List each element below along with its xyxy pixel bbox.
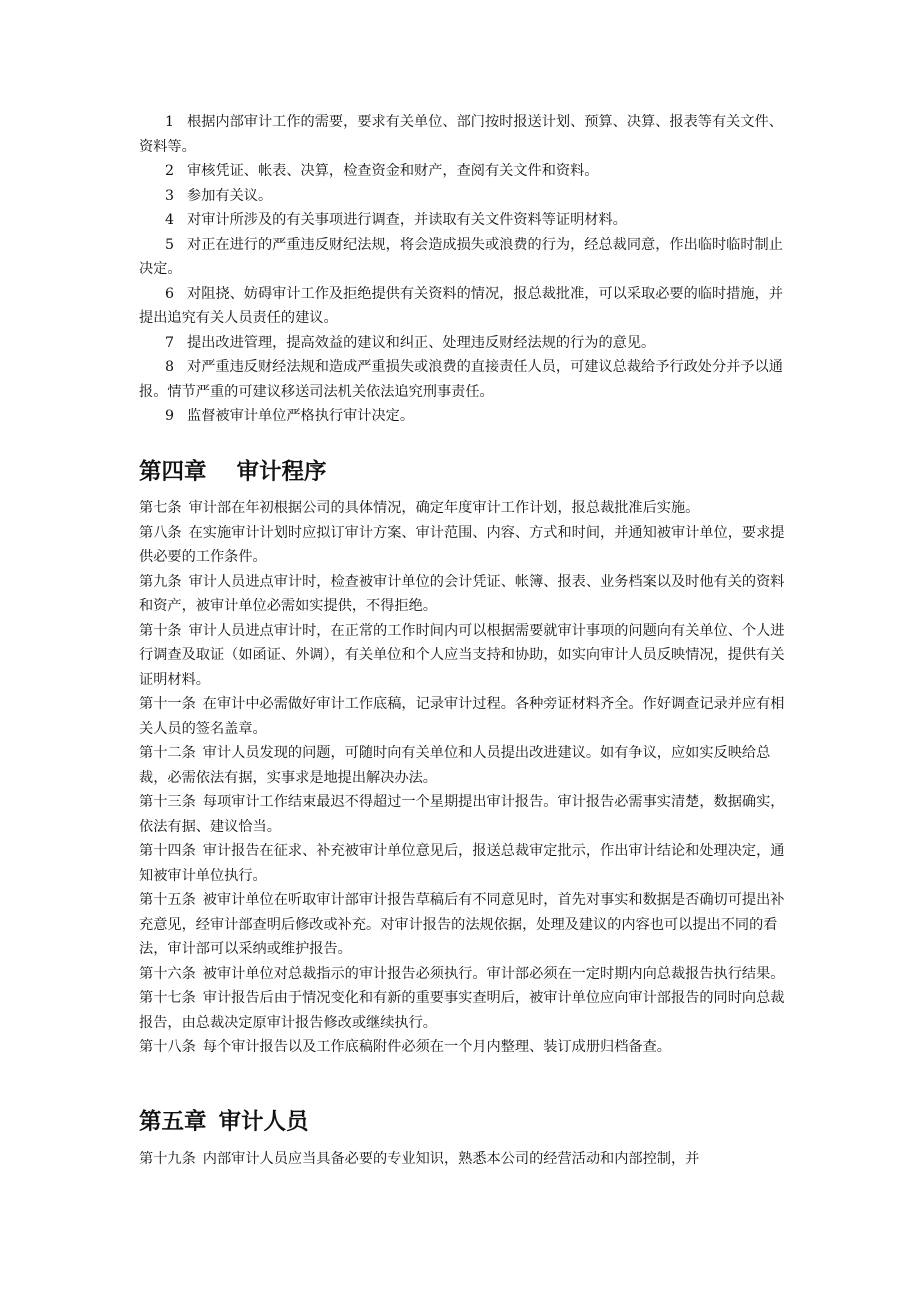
article-label: 第十条: [139, 622, 182, 639]
chapter-5-articles: [139, 1147, 789, 1172]
chapter-5-heading: [139, 1107, 309, 1137]
article-text: 每项审计工作结束最迟不得超过一个星期提出审计报告。审计报告必需事实清楚，数据确实，依法有据、建议恰当。: [139, 794, 785, 835]
article-text: 审计报告后由于情况变化和有新的重要事实查明后，被审计单位应向审计部报告的同时向总裁报告，由总裁决定原审计报告修改或继续执行。: [139, 990, 785, 1031]
list-item-text: 根据内部审计工作的需要，要求有关单位、部门按时报送计划、预算、决算、报表等有关文件、资料等。: [139, 114, 783, 155]
article-label: 第十二条: [139, 745, 196, 761]
article-text: 被审计单位对总裁指示的审计报告必须执行。审计部必须在一定时期内向总裁报告执行结果。: [202, 965, 785, 982]
article: [139, 1035, 789, 1060]
list-item-text: 监督被审计单位严格执行审计决定。: [187, 408, 415, 424]
article: [139, 986, 789, 1035]
list-item-number: 6: [165, 285, 175, 302]
list-item: [139, 110, 789, 159]
article-label: 第十一条: [139, 696, 196, 712]
article: [139, 839, 789, 888]
article-label: 第九条: [139, 573, 182, 590]
list-item-text: 审核凭证、帐表、决算，检查资金和财产，查阅有关文件和资料。: [187, 163, 599, 179]
list-item: [139, 282, 789, 331]
list-item: [139, 184, 789, 209]
list-item: [139, 355, 789, 404]
article: [139, 741, 789, 790]
list-item: [139, 233, 789, 282]
list-item: [139, 208, 789, 233]
article-label: 第十三条: [139, 794, 196, 810]
list-item-text: 参加有关议。: [187, 187, 273, 204]
article-text: 审计部在年初根据公司的具体情况，确定年度审计工作计划，报总裁批准后实施。: [188, 500, 700, 516]
list-item-number: 8: [165, 359, 175, 375]
article-label: 第十四条: [139, 843, 196, 859]
article-text: 在审计中必需做好审计工作底稿，记录审计过程。各种旁证材料齐全。作好调查记录并应有相关人员的签名盖章。: [139, 696, 785, 737]
list-item-text: 对审计所涉及的有关事项进行调查，并读取有关文件资料等证明材料。: [187, 212, 627, 228]
list-item-text: 对严重违反财经法规和造成严重损失或浪费的直接责任人员，可建议总裁给予行政处分并予以通报。情节严重的可建议移送司法机关依法追究刑事责任。: [139, 359, 783, 400]
article-text: 内部审计人员应当具备必要的专业知识，熟悉本公司的经营活动和内部控制，并: [202, 1151, 700, 1167]
article-label: 第十八条: [139, 1039, 196, 1055]
article-label: 第八条: [139, 524, 182, 541]
article-label: 第十五条: [139, 892, 196, 908]
article: [139, 888, 789, 962]
list-item: [139, 159, 789, 184]
list-item-number: 2: [165, 163, 175, 179]
list-item-number: 4: [165, 212, 175, 228]
chapter-4-articles: [139, 496, 789, 1060]
chapter-5-number: 第五章: [139, 1109, 207, 1135]
article-text: 每个审计报告以及工作底稿附件必须在一个月内整理、装订成册归档备查。: [202, 1039, 671, 1055]
list-item-text: 对正在进行的严重违反财纪法规，将会造成损失或浪费的行为，经总裁同意，作出临时临时制止决定。: [139, 236, 783, 277]
article-text: 在实施审计计划时应拟订审计方案、审计范围、内容、方式和时间，并通知被审计单位，要求提供必要的工作条件。: [139, 524, 785, 565]
article-label: 第十六条: [139, 965, 196, 982]
article-text: 审计人员发现的问题，可随时向有关单位和人员提出改进建议。如有争议，应如实反映给总裁，必需依法有据，实事求是地提出解决办法。: [139, 745, 771, 786]
article-label: 第十七条: [139, 990, 196, 1006]
article-text: 审计人员进点审计时，在正常的工作时间内可以根据需要就审计事项的问题向有关单位、个人进行调查及取证（如函证、外调），有关单位和个人应当支持和协助，如实向审计人员反映情况，提供有关证明材料。: [139, 622, 785, 688]
article-label: 第十九条: [139, 1151, 196, 1167]
list-item-text: 对阻挠、妨碍审计工作及拒绝提供有关资料的情况，报总裁批准，可以采取必要的临时措施，并提出追究有关人员责任的建议。: [139, 285, 783, 326]
list-item-number: 1: [165, 114, 175, 130]
chapter-4-number: 第四章: [139, 459, 207, 485]
article: [139, 962, 789, 987]
article: [139, 1147, 789, 1172]
authority-list: [139, 110, 789, 429]
chapter-4-title: 审计程序: [236, 459, 327, 485]
chapter-5-title: 审计人员: [218, 1109, 309, 1135]
list-item: [139, 331, 789, 356]
article: [139, 692, 789, 741]
article: [139, 521, 789, 570]
article-label: 第七条: [139, 500, 182, 516]
article: [139, 619, 789, 693]
list-item-number: 7: [165, 334, 175, 351]
article-text: 审计报告在征求、补充被审计单位意见后，报送总裁审定批示，作出审计结论和处理决定，通知被审计单位执行。: [139, 843, 785, 884]
article: [139, 790, 789, 839]
article: [139, 496, 789, 521]
list-item-number: 5: [165, 236, 175, 253]
list-item: [139, 404, 789, 429]
chapter-4-heading: [139, 457, 327, 487]
list-item-number: 9: [165, 408, 175, 424]
article: [139, 570, 789, 619]
list-item-text: 提出改进管理，提高效益的建议和纠正、处理违反财经法规的行为的意见。: [187, 334, 656, 351]
article-text: 被审计单位在听取审计部审计报告草稿后有不同意见时，首先对事实和数据是否确切可提出补充意见，经审计部查明后修改或补充。对审计报告的法规依据，处理及建议的内容也可以提出不同的看法，审计部可以采纳或维护报告。: [139, 892, 785, 957]
article-text: 审计人员进点审计时，检查被审计单位的会计凭证、帐簿、报表、业务档案以及时他有关的资料和资产，被审计单位必需如实提供，不得拒绝。: [139, 573, 785, 614]
list-item-number: 3: [165, 187, 175, 204]
